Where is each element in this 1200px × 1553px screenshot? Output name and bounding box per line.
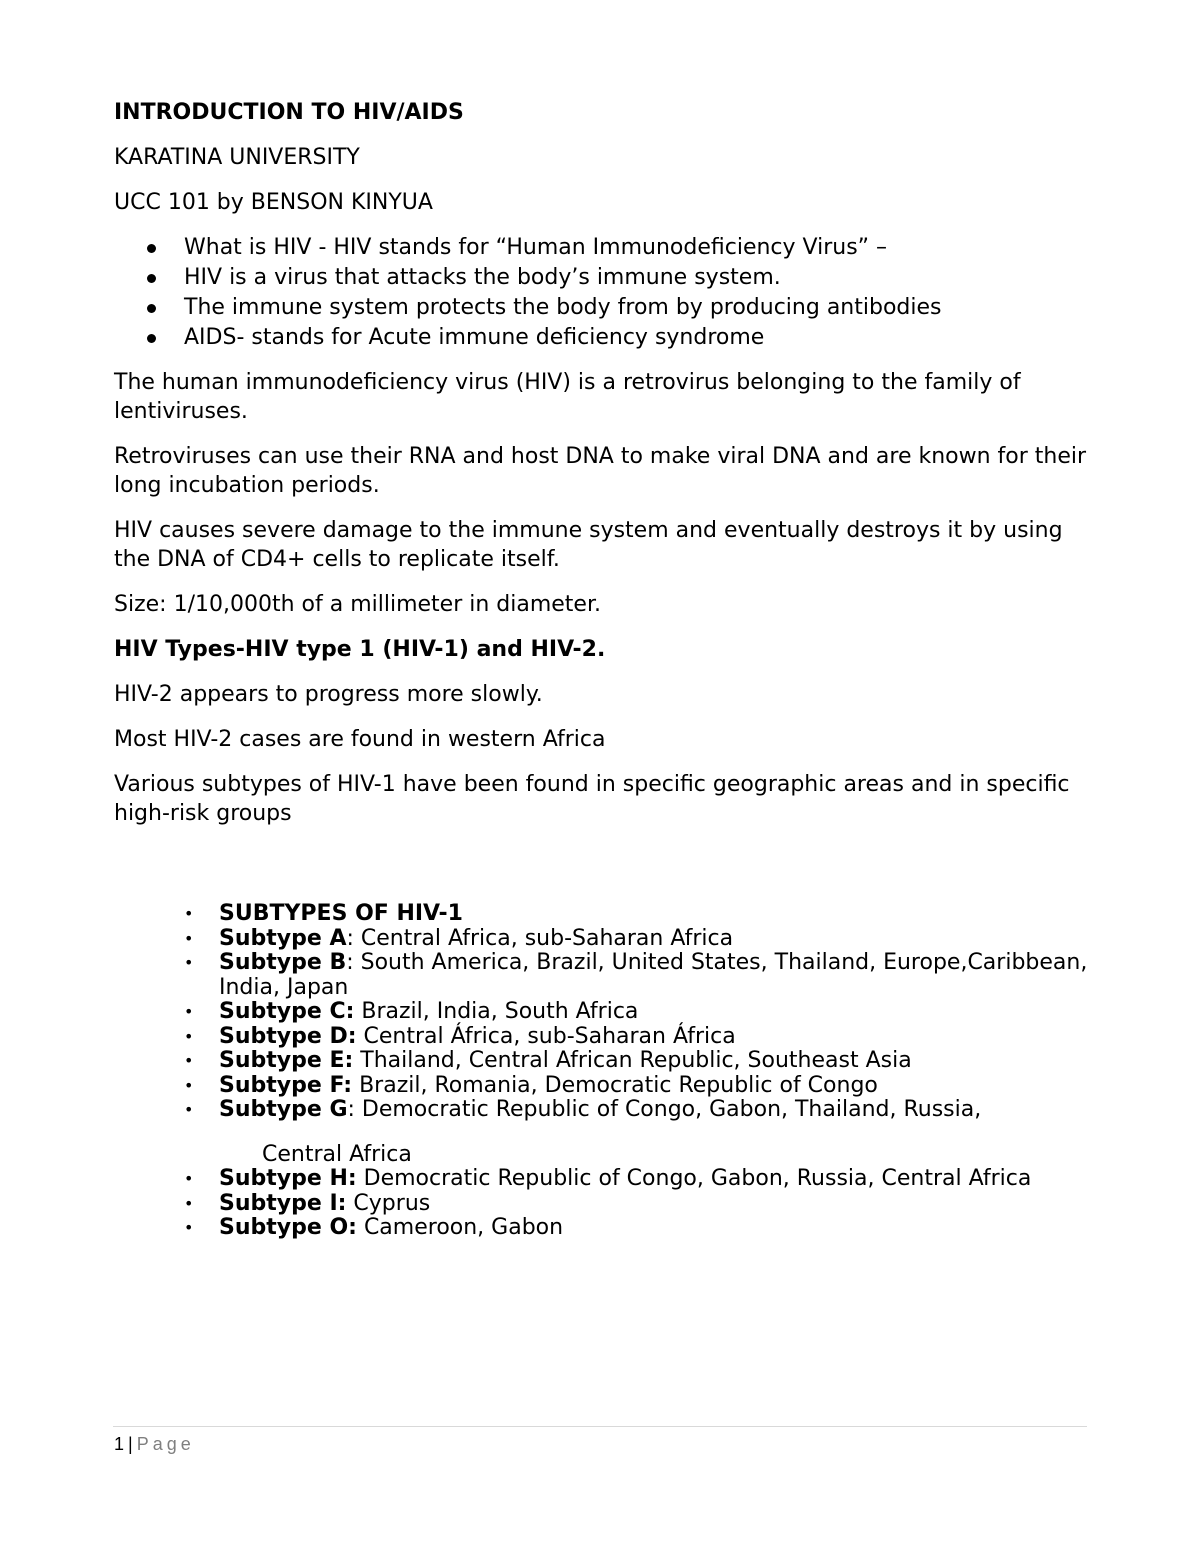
bullet-icon: •	[184, 1218, 194, 1237]
document-title: INTRODUCTION TO HIV/AIDS	[114, 100, 464, 125]
hiv1-subtypes-paragraph: Various subtypes of HIV-1 have been found in specific geographic areas and in specific high-risk groups	[114, 772, 1070, 826]
subtype-regions: Cameroon, Gabon	[356, 1215, 564, 1240]
bullet-icon	[147, 334, 156, 343]
subtype-regions: : Central Africa, sub-Saharan Africa	[346, 925, 734, 951]
bullet-icon: •	[184, 928, 194, 948]
list-item: What is HIV - HIV stands for “Human Immunodeficiency Virus” –	[114, 233, 1089, 262]
subtype-label: Subtype E:	[219, 1048, 354, 1073]
subtype-item-f	[114, 1074, 1089, 1099]
page-label: Page	[136, 1434, 195, 1454]
footer-divider	[113, 1426, 1087, 1427]
subtype-item-i	[114, 1192, 1089, 1217]
subtype-label: Subtype O:	[219, 1215, 357, 1240]
list-item: The immune system protects the body from by producing antibodies	[114, 293, 1089, 322]
size-paragraph: Size: 1/10,000th of a millimeter in diameter.	[114, 592, 601, 617]
bullet-icon: •	[184, 1075, 194, 1095]
subtype-item-g	[114, 1098, 1089, 1167]
subtype-g-continuation: Central Africa	[262, 1141, 412, 1167]
institution-name: KARATINA UNIVERSITY	[114, 145, 360, 170]
subtype-label: Subtype B	[219, 950, 347, 975]
bullet-icon: •	[184, 1169, 194, 1188]
page-number: 1	[114, 1434, 125, 1454]
hiv-types-heading: HIV Types-HIV type 1 (HIV-1) and HIV-2.	[114, 637, 606, 662]
blank-space	[114, 844, 1089, 902]
subtypes-list	[114, 902, 1089, 1241]
course-line: UCC 101 by BENSON KINYUA	[114, 190, 433, 215]
subtype-regions: Thailand, Central African Republic, Southeast Asia	[353, 1048, 912, 1073]
subtype-regions: Brazil, Romania, Democratic Republic of Congo	[352, 1072, 878, 1098]
subtype-label: Subtype C:	[219, 999, 355, 1024]
bullet-icon: •	[184, 1051, 194, 1070]
intro-bullet-list	[114, 233, 1089, 352]
subtype-regions: Central África, sub-Saharan África	[356, 1023, 736, 1049]
subtype-regions: Democratic Republic of Congo, Gabon, Russia, Central Africa	[356, 1166, 1032, 1191]
bullet-icon: •	[184, 1193, 194, 1213]
bullet-icon	[147, 304, 156, 313]
footer-separator: |	[128, 1434, 133, 1454]
subtype-label: Subtype H:	[219, 1166, 357, 1191]
subtype-label: Subtype D:	[219, 1023, 357, 1049]
subtype-item-b	[114, 951, 1089, 1000]
bullet-icon: •	[184, 953, 194, 972]
subtype-item-e	[114, 1049, 1089, 1074]
subtype-label: Subtype A	[219, 925, 347, 951]
subtype-label: Subtype I:	[219, 1190, 347, 1216]
subtype-item-c	[114, 1000, 1089, 1025]
hiv-definition-paragraph: The human immunodeficiency virus (HIV) is a retrovirus belonging to the family of lentiviruses.	[114, 370, 1021, 424]
document-body	[114, 98, 1089, 1241]
subtype-item-h	[114, 1167, 1089, 1192]
subtype-regions: : South America, Brazil, United States, Thailand, Europe,Caribbean, India, Japan	[219, 950, 1088, 1000]
bullet-icon: •	[184, 1002, 194, 1021]
list-item: AIDS- stands for Acute immune deficiency syndrome	[114, 323, 1089, 352]
subtypes-heading: SUBTYPES OF HIV-1	[219, 901, 463, 926]
subtype-regions: Cyprus	[346, 1190, 431, 1216]
subtype-item-d	[114, 1025, 1089, 1050]
subtype-item-o	[114, 1216, 1089, 1241]
hiv2-progress-paragraph: HIV-2 appears to progress more slowly.	[114, 682, 543, 707]
bullet-icon: •	[184, 1026, 194, 1046]
hiv2-location-paragraph: Most HIV-2 cases are found in western Africa	[114, 727, 606, 752]
list-item: HIV is a virus that attacks the body’s immune system.	[114, 263, 1089, 292]
page-footer	[114, 1434, 195, 1455]
retrovirus-paragraph: Retroviruses can use their RNA and host DNA to make viral DNA and are known for their long incubation periods.	[114, 444, 1087, 498]
subtype-label: Subtype F:	[219, 1072, 353, 1098]
bullet-icon	[147, 244, 156, 253]
bullet-icon	[147, 274, 156, 283]
subtype-regions: Brazil, India, South Africa	[354, 999, 639, 1024]
immune-damage-paragraph: HIV causes severe damage to the immune system and eventually destroys it by using the DNA of CD4+ cells to replicate itself.	[114, 518, 1063, 572]
subtype-item-a	[114, 927, 1089, 952]
bullet-icon: •	[184, 904, 194, 923]
subtype-regions: : Democratic Republic of Congo, Gabon, Thailand, Russia,	[347, 1097, 982, 1122]
bullet-icon: •	[184, 1100, 194, 1119]
subtypes-heading-item	[114, 902, 1089, 927]
subtype-label: Subtype G	[219, 1097, 348, 1122]
